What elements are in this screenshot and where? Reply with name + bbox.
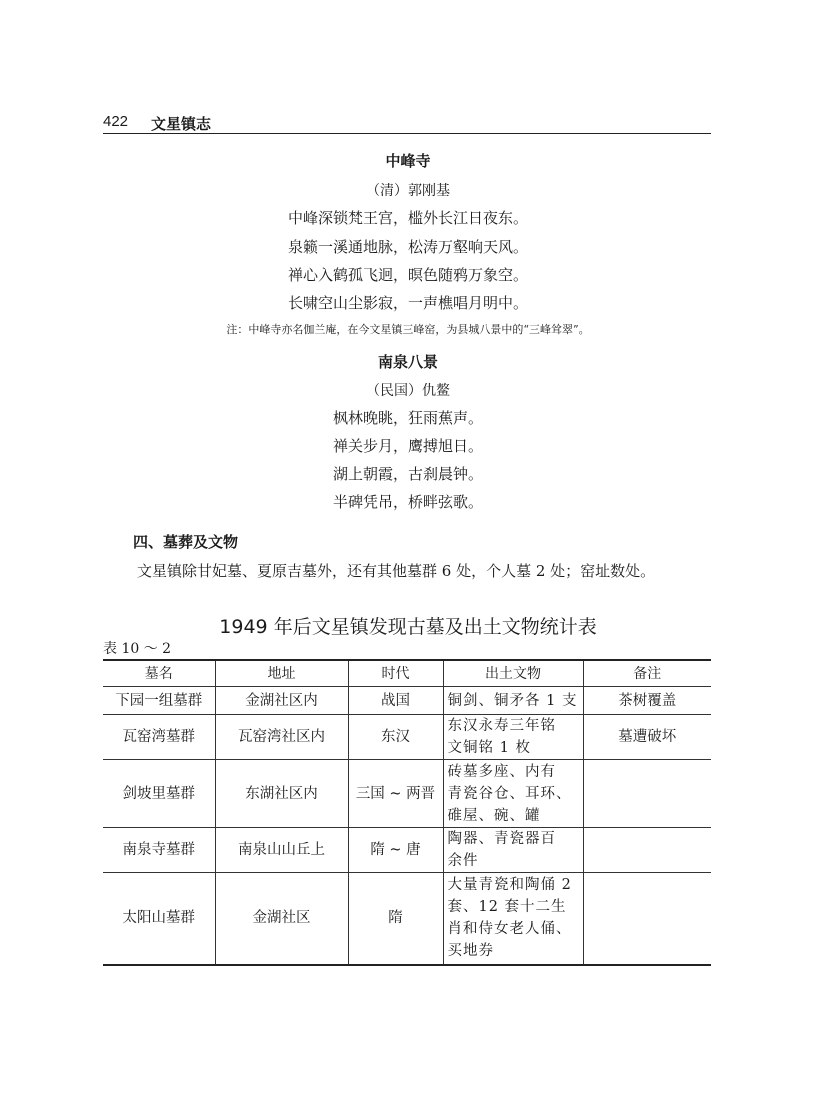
column-header-address: 地址: [215, 660, 348, 687]
table-row: [103, 760, 711, 828]
poem-note: 注：中峰寺亦名伽兰庵，在今文星镇三峰窑，为县城八景中的“三峰耸翠”。: [226, 323, 590, 336]
poem-line: 半碑凭吊，桥畔弦歌。: [332, 493, 483, 511]
section-heading: 四、墓葬及文物: [133, 533, 239, 551]
cell-remark: [583, 828, 711, 873]
cell-remark: [583, 873, 711, 965]
table-row: [103, 828, 711, 873]
table-row: [103, 873, 711, 965]
poem-line: 禅心入鹤孤飞迥，暝色随鸦万象空。: [287, 266, 528, 284]
poem-author: （清）郭刚基: [366, 183, 450, 199]
poem-line: 禅关步月，鹰搏旭日。: [332, 437, 483, 455]
section-paragraph: 文星镇除甘妃墓、夏原吉墓外，还有其他墓群 6 处，个人墓 2 处；窑址数处。: [137, 562, 656, 580]
cell-address: 金湖社区内: [215, 687, 348, 715]
poem-line: 枫林晚眺，狂雨蕉声。: [332, 409, 483, 427]
cell-era: 战国: [348, 687, 443, 715]
cell-era: 三国 ~ 两晋: [348, 760, 443, 828]
statistics-table: [103, 659, 711, 966]
poem-title: 南泉八景: [377, 353, 438, 371]
column-header-era: 时代: [348, 660, 443, 687]
cell-name: 剑坡里墓群: [103, 760, 215, 828]
cell-items: 陶器、青瓷器百 余件: [443, 828, 583, 873]
table-row: [103, 715, 711, 760]
column-header-remark: 备注: [583, 660, 711, 687]
table-row: [103, 687, 711, 715]
cell-address: 瓦窑湾社区内: [215, 715, 348, 760]
poem-line: 湖上朝霞，古刹晨钟。: [332, 465, 483, 483]
book-title: 文星镇志: [151, 115, 212, 133]
poem-title: 中峰寺: [385, 152, 431, 170]
cell-address: 东湖社区内: [215, 760, 348, 828]
table-label: 表 10 ～ 2: [103, 641, 172, 657]
cell-name: 太阳山墓群: [103, 873, 215, 965]
cell-items: 大量青瓷和陶俑 2 套、12 套十二生 肖和侍女老人俑、 买地券: [443, 873, 583, 965]
poem-author: （民国）仇鳌: [366, 383, 450, 399]
cell-items: 东汉永寿三年铭 文铜铭 1 枚: [443, 715, 583, 760]
table-title: 1949 年后文星镇发现古墓及出土文物统计表: [219, 616, 597, 638]
table-header-row: [103, 660, 711, 687]
column-header-name: 墓名: [103, 660, 215, 687]
cell-remark: 墓遭破坏: [583, 715, 711, 760]
cell-name: 南泉寺墓群: [103, 828, 215, 873]
cell-address: 金湖社区: [215, 873, 348, 965]
page-number: 422: [103, 113, 129, 130]
cell-remark: 茶树覆盖: [583, 687, 711, 715]
page-header: [103, 113, 711, 134]
cell-era: 东汉: [348, 715, 443, 760]
cell-address: 南泉山山丘上: [215, 828, 348, 873]
poem-line: 泉籁一溪通地脉，松涛万壑响天风。: [287, 238, 528, 256]
cell-name: 下园一组墓群: [103, 687, 215, 715]
cell-era: 隋 ~ 唐: [348, 828, 443, 873]
cell-era: 隋: [348, 873, 443, 965]
cell-items: 铜剑、铜矛各 1 支: [443, 687, 583, 715]
cell-items: 砖墓多座、内有 青瓷谷仓、耳环、 碓屋、碗、罐: [443, 760, 583, 828]
poem-line: 长啸空山尘影寂，一声樵唱月明中。: [287, 294, 528, 312]
column-header-items: 出土文物: [443, 660, 583, 687]
cell-remark: [583, 760, 711, 828]
cell-name: 瓦窑湾墓群: [103, 715, 215, 760]
poem-line: 中峰深锁梵王宫，槛外长江日夜东。: [287, 209, 528, 227]
